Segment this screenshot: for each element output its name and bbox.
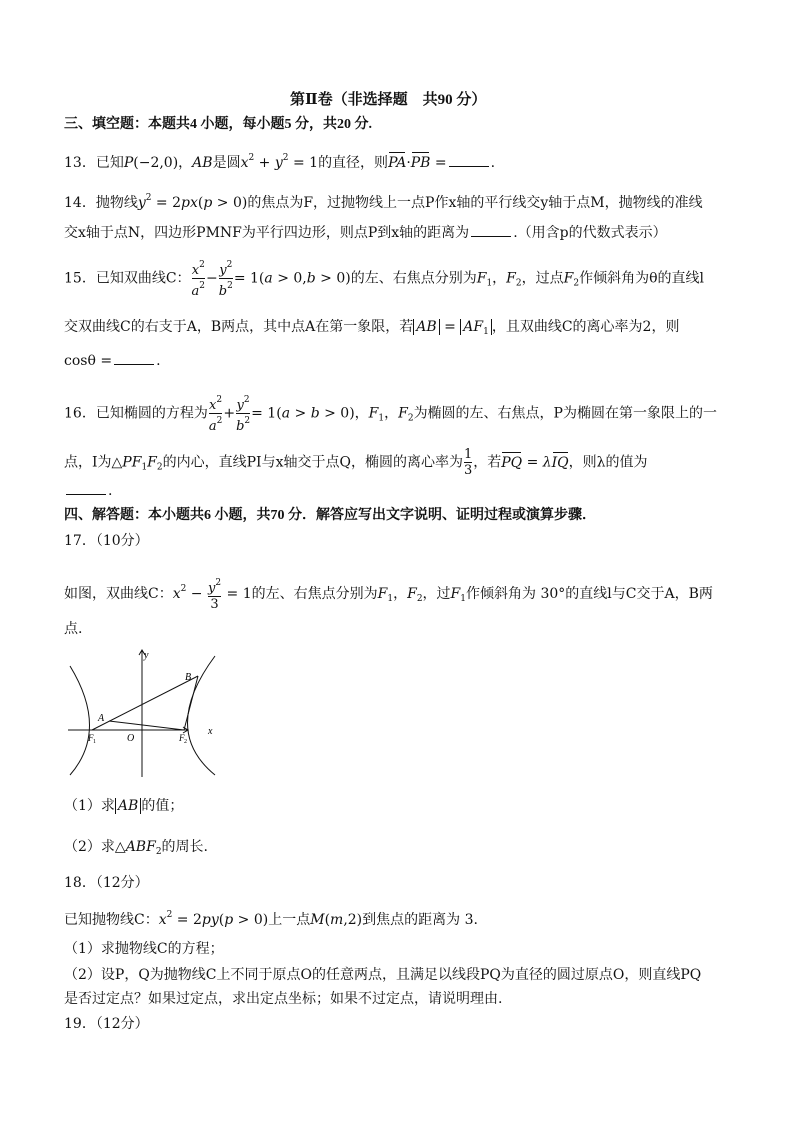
q15-text: cosθ =: [64, 353, 113, 369]
section-3-heading: 三、填空题：本题共4 小题，每小题5 分，共20 分.: [64, 117, 372, 132]
question-17-line-1: 如图，双曲线C：$x^2$ − $\frac{y^2}{3}$ = 1的左、右焦点分别为$F_1$，$F_2$，过$F_1$作倾斜角为 30°的直线l与C交于A，B两: [64, 578, 713, 612]
hyperbola-figure: [62, 648, 222, 783]
q18-text: 到焦点的距离为 3.: [362, 912, 478, 928]
q17-text: 的值；: [141, 798, 184, 814]
hyperbola-left-branch: [70, 666, 90, 775]
question-19-head: 19．（12分）: [64, 1016, 149, 1032]
segment-AF2: [109, 721, 184, 730]
q18-text: 上一点: [268, 912, 311, 928]
q13-prefix: 13．已知: [64, 155, 124, 171]
answer-blank: [449, 154, 489, 167]
q15-text: .: [156, 353, 161, 369]
q16-text: ，则λ的值为: [568, 454, 648, 471]
q15-text: 交双曲线C的右支于A，B两点，其中点A在第一象限，若: [64, 319, 414, 335]
q16-text: 点，I为△: [64, 454, 123, 471]
point-B-label: B: [185, 672, 192, 683]
question-18-part-2-line-2: 是否过定点？如果过定点，求出定点坐标；如果不过定点，请说明理由.: [64, 991, 503, 1007]
q16-text: ，若: [473, 454, 502, 471]
x-axis-label: x: [208, 726, 213, 737]
q13-text: ，: [178, 155, 193, 171]
answer-blank: [114, 352, 154, 365]
y-axis-label: y: [144, 650, 149, 661]
q15-text: ，过点: [521, 270, 564, 287]
line-l: [92, 676, 198, 730]
point-A-label: A: [98, 713, 105, 724]
question-16-line-2: 点，I为$\triangle PF_1F_2$的内心，直线PI与x轴交于点Q，椭圆的离心率为 $\frac{1}{3}$ ，若PQ = λIQ，则λ的值为: [64, 447, 648, 478]
q15-text: 15．已知双曲线C：: [64, 270, 191, 287]
answer-blank: [66, 482, 106, 495]
part-title: 第Ⅱ卷（非选择题 共90 分）: [290, 92, 487, 108]
question-18-head: 18．（12分）: [64, 875, 149, 891]
q17-text: 的周长.: [161, 839, 208, 855]
segment-BF2: [184, 676, 198, 730]
question-13: 13．已知P(−2,0)，AB是圆$x^2 + y^2 = 1$的直径，则PA·PB = .: [64, 153, 496, 171]
q16-text: 为椭圆的左、右焦点，P为椭圆在第一象限上的一: [413, 405, 717, 422]
answer-blank: [471, 224, 511, 237]
q17-text: （2）求△: [64, 839, 126, 855]
question-15-line-3: [64, 352, 161, 370]
hyperbola-right-branch: [188, 656, 216, 775]
q13-text: 的直径，则: [318, 155, 389, 171]
q17-text: 作倾斜角为 30°的直线l与C交于A，B两: [466, 586, 713, 602]
question-15-line-1: 15．已知双曲线C： $\frac{x^2}{a^2}$ − $\frac{y^2}{b^2}$ = 1(a > 0,b > 0)的左、右焦点分别为$F_1$，$F_2$，过点$F_2$作倾斜角为θ的直线l: [64, 260, 704, 299]
q15-text: 作倾斜角为θ的直线l: [579, 270, 704, 287]
question-14-line-1: 14．抛物线$y^2 = 2px(p > 0)$的焦点为F，过抛物线上一点P作x轴的平行线交y轴于点M，抛物线的准线: [64, 193, 703, 211]
question-17-line-2: 点.: [64, 621, 83, 637]
q14-text: 交x轴于点N，四边形PMNF为平行四边形，则点P到x轴的距离为: [64, 225, 470, 241]
q15-text: 的左、右焦点分别为: [350, 270, 477, 287]
q13-text: 是圆: [212, 155, 241, 171]
q17-text: 如图，双曲线C：: [64, 586, 173, 602]
q16-text: ，: [354, 405, 369, 422]
F1-subscript: 1: [93, 739, 96, 745]
question-18-line-1: 已知抛物线C：$x^2 = 2py(p > 0)$上一点M(m,2)到焦点的距离为 3.: [64, 910, 478, 928]
question-16-line-3: [64, 482, 112, 500]
q16-text: 的内心，直线PI与x轴交于点Q，椭圆的离心率为: [162, 454, 463, 471]
question-14-line-2: [64, 224, 667, 242]
question-17-part-1: （1）求 AB 的值；: [64, 798, 184, 814]
q17-text: ，过: [422, 586, 451, 602]
question-18-part-1: （1）求抛物线C的方程；: [64, 941, 224, 957]
q14-text: 14．抛物线: [64, 195, 138, 211]
origin-label: O: [127, 733, 135, 744]
F2-subscript: 2: [184, 739, 187, 745]
question-17-head: 17．（10分）: [64, 533, 149, 549]
F2-label: F: [179, 733, 185, 743]
q17-text: 的左、右焦点分别为: [251, 586, 378, 602]
q16-text: 16．已知椭圆的方程为: [64, 405, 208, 422]
question-18-part-2-line-1: （2）设P，Q为抛物线C上不同于原点O的任意两点，且满足以线段PQ为直径的圆过原点O，则直线PQ: [64, 967, 702, 983]
q14-text: 的焦点为F，过抛物线上一点P作x轴的平行线交y轴于点M，抛物线的准线: [247, 195, 703, 211]
q15-text: ，且双曲线C的离心率为2，则: [491, 319, 680, 335]
q17-text: （1）求: [64, 798, 115, 814]
q14-text: .（用含p的代数式表示）: [513, 225, 667, 241]
q18-text: 已知抛物线C：: [64, 912, 159, 928]
question-17-part-2: （2）求$\triangle ABF_2$的周长.: [64, 839, 208, 857]
F1-label: F: [88, 733, 94, 743]
q13-text: .: [490, 155, 496, 171]
question-16-line-1: 16．已知椭圆的方程为 $\frac{x^2}{a^2}$ + $\frac{y^2}{b^2}$ = 1(a > b > 0)，$F_1$，$F_2$为椭圆的左、右焦点，P为椭圆在第一象限上的一: [64, 395, 717, 434]
question-15-line-2: 交双曲线C的右支于A，B两点，其中点A在第一象限，若 AB = $AF_1$ ，且双曲线C的离心率为2，则: [64, 319, 680, 337]
section-4-heading: 四、解答题：本小题共6 小题，共70 分．解答应写出文字说明、证明过程或演算步骤．: [64, 508, 596, 523]
q16-text: .: [108, 483, 113, 499]
